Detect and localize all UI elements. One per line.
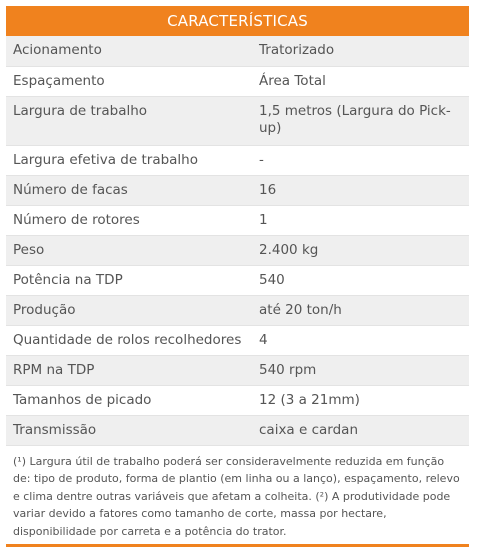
row-value: Área Total <box>252 66 469 96</box>
row-label: Potência na TDP <box>6 265 252 295</box>
row-label: Largura de trabalho <box>6 96 252 145</box>
row-label: Espaçamento <box>6 66 252 96</box>
table-row <box>6 175 469 205</box>
row-value: 12 (3 a 21mm) <box>252 385 469 415</box>
table-row <box>6 325 469 355</box>
table-row <box>6 235 469 265</box>
row-value: 16 <box>252 175 469 205</box>
row-value: 4 <box>252 325 469 355</box>
table-row <box>6 415 469 445</box>
row-label: Número de rotores <box>6 205 252 235</box>
row-label: RPM na TDP <box>6 355 252 385</box>
row-value: Tratorizado <box>252 36 469 66</box>
table-row <box>6 355 469 385</box>
table-row <box>6 265 469 295</box>
table-row <box>6 66 469 96</box>
row-label: Quantidade de rolos recolhedores <box>6 325 252 355</box>
row-label: Transmissão <box>6 415 252 445</box>
table-row <box>6 205 469 235</box>
row-label: Número de facas <box>6 175 252 205</box>
row-value: 540 <box>252 265 469 295</box>
table-row <box>6 145 469 175</box>
characteristics-panel <box>6 6 469 547</box>
row-label: Tamanhos de picado <box>6 385 252 415</box>
row-label: Acionamento <box>6 36 252 66</box>
row-label: Produção <box>6 295 252 325</box>
panel-title: CARACTERÍSTICAS <box>6 6 469 36</box>
characteristics-table <box>6 36 469 446</box>
row-value: 1 <box>252 205 469 235</box>
row-value: - <box>252 145 469 175</box>
row-label: Largura efetiva de trabalho <box>6 145 252 175</box>
row-value: 2.400 kg <box>252 235 469 265</box>
table-row <box>6 96 469 145</box>
table-row <box>6 295 469 325</box>
row-value: caixa e cardan <box>252 415 469 445</box>
row-value: 540 rpm <box>252 355 469 385</box>
table-row <box>6 385 469 415</box>
table-row <box>6 36 469 66</box>
row-label: Peso <box>6 235 252 265</box>
row-value: até 20 ton/h <box>252 295 469 325</box>
footnote: (¹) Largura útil de trabalho poderá ser consideravelmente reduzida em função de: tipo de produto, forma de plantio (em linha ou a lanço), espaçamento, relevo e clima dentre outras variáveis que afetam a colheita. (²) A produtividade pode variar devido a fatores como tamanho de corte, massa por hectare, disponibilidade por carreta e a potência do trator. <box>6 446 469 548</box>
row-value: 1,5 metros (Largura do Pick-up) <box>252 96 469 145</box>
